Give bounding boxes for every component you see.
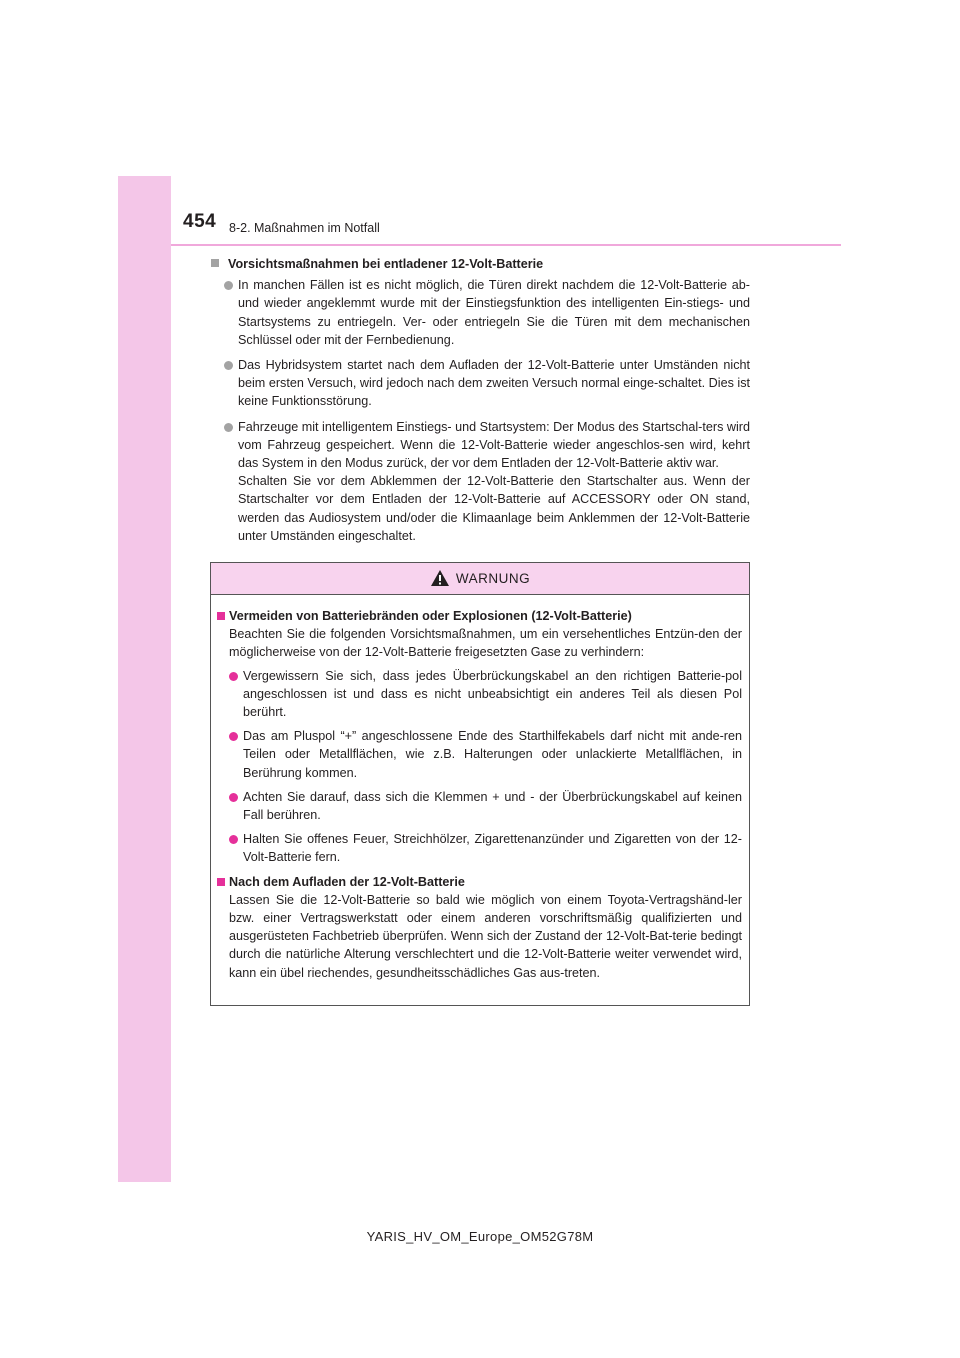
pink-square-bullet-icon [217, 607, 229, 625]
warning-section-heading [217, 607, 742, 625]
warning-bullet-item [217, 788, 742, 824]
main-content [211, 255, 750, 552]
bullet-paragraph: Das Hybridsystem startet nach dem Aufladen der 12-Volt-Batterie unter Umständen nicht beim ersten Versuch, wird jedoch nach dem zweiten Versuch normal einge-schaltet. Dies ist keine Funktionsstörung. [238, 358, 750, 409]
section-heading [211, 255, 750, 273]
header-rule [171, 244, 841, 246]
warning-section-heading [217, 873, 742, 891]
bullet-paragraph: In manchen Fällen ist es nicht möglich, die Türen direkt nachdem die 12-Volt-Batterie ab- und wieder angeklemmt wurde mit der Einstiegsfunktion des intelligenten Ein-stiegs- und Startsystems zu entriegeln. Ver- oder entriegeln Sie die Türen mit dem mechanischen Schlüssel oder mit der Fernbedienung. [238, 278, 750, 347]
warning-bullet-item [217, 830, 742, 866]
pink-round-bullet-icon [229, 667, 243, 685]
bullet-paragraph: Fahrzeuge mit intelligentem Einstiegs- und Startsystem: Der Modus des Startschal-ters wird vom Fahrzeug gespeichert. Wenn die 12-Volt-Batterie wieder angeschlos-sen wird, kehrt das System in den Modus zurück, der vor dem Entladen der 12-Volt-Batterie aktiv war. [238, 419, 750, 471]
warning-title: WARNUNG [455, 571, 531, 586]
document-code: YARIS_HV_OM_Europe_OM52G78M [366, 1229, 594, 1244]
warning-section-text: Lassen Sie die 12-Volt-Batterie so bald wie möglich von einem Toyota-Vertragshänd-ler bzw. einer Vertragswerkstatt oder einem anderen vorschriftsmäßig qualifizierten und ausgerüsteten Fachbetrieb überprüfen. Wenn sich der Zustand der 12-Volt-Bat-terie bedingt durch die natürliche Alterung verschlechtert und die 12-Volt-Batterie weiter verwendet wird, kann ein übel riechendes, gesundheitsschädliches Gas aus-treten. [229, 892, 742, 980]
pink-sidebar-tab [118, 176, 171, 1182]
bullet-text [238, 418, 750, 545]
warning-bullet-item [217, 667, 742, 722]
warning-bullet-text: Das am Pluspol “+” angeschlossene Ende des Starthilfekabels darf nicht mit ande-ren Teilen oder Metallflächen, wie z.B. Halterungen oder unlackierte Metallflächen, in Berührung kommen. [243, 729, 742, 780]
pink-square-bullet-icon [217, 873, 229, 891]
bullet-text [238, 276, 750, 349]
warning-triangle-icon [430, 569, 450, 587]
warning-bullet-item [217, 727, 742, 782]
warning-section-heading-text: Nach dem Aufladen der 12-Volt-Batterie [229, 874, 465, 889]
round-bullet-icon [224, 276, 238, 294]
round-bullet-icon [224, 356, 238, 374]
warning-bullet-text: Halten Sie offenes Feuer, Streichhölzer, Zigarettenanzünder und Zigaretten von der 12-Volt-Batterie fern. [243, 832, 742, 865]
pink-round-bullet-icon [229, 830, 243, 848]
warning-bullet-text: Achten Sie darauf, dass sich die Klemmen + und - der Überbrückungskabel auf keinen Fall berühren. [243, 789, 742, 823]
warning-section-heading-text: Vermeiden von Batteriebränden oder Explosionen (12-Volt-Batterie) [229, 609, 632, 623]
section-heading-text: Vorsichtsmaßnahmen bei entladener 12-Volt-Batterie [228, 257, 544, 271]
pink-round-bullet-icon [229, 788, 243, 806]
page-number: 454 [183, 211, 217, 232]
warning-header [211, 563, 749, 595]
warning-bullet-text: Vergewissern Sie sich, dass jedes Überbrückungskabel an den richtigen Batterie-pol angeschlossen ist und dass es nicht unbeabsichtigt ein anderes Teil als diesen Pol berührt. [243, 668, 742, 720]
bullet-text [238, 356, 750, 411]
bullet-item [211, 418, 750, 545]
section-title: 8-2. Maßnahmen im Notfall [229, 221, 380, 235]
bullet-list [211, 276, 750, 545]
warning-section-text: Beachten Sie die folgenden Vorsichtsmaßnahmen, um ein versehentliches Entzün-den der möglicherweise von der 12-Volt-Batterie freigesetzten Gase zu verhindern: [229, 627, 742, 660]
round-bullet-icon [224, 418, 238, 436]
warning-body [211, 595, 749, 982]
bullet-item [211, 276, 750, 349]
square-bullet-icon [211, 259, 224, 268]
warning-box [210, 562, 750, 1006]
bullet-paragraph: Schalten Sie vor dem Abklemmen der 12-Volt-Batterie den Startschalter aus. Wenn der Startschalter vor dem Entladen der 12-Volt-Batterie auf ACCESSORY oder ON stand, werden das Audiosystem und/oder die Klimaanlage beim Anklemmen der 12-Volt-Batterie unter Umständen eingeschaltet. [238, 474, 750, 543]
pink-round-bullet-icon [229, 727, 243, 745]
bullet-item [211, 356, 750, 411]
